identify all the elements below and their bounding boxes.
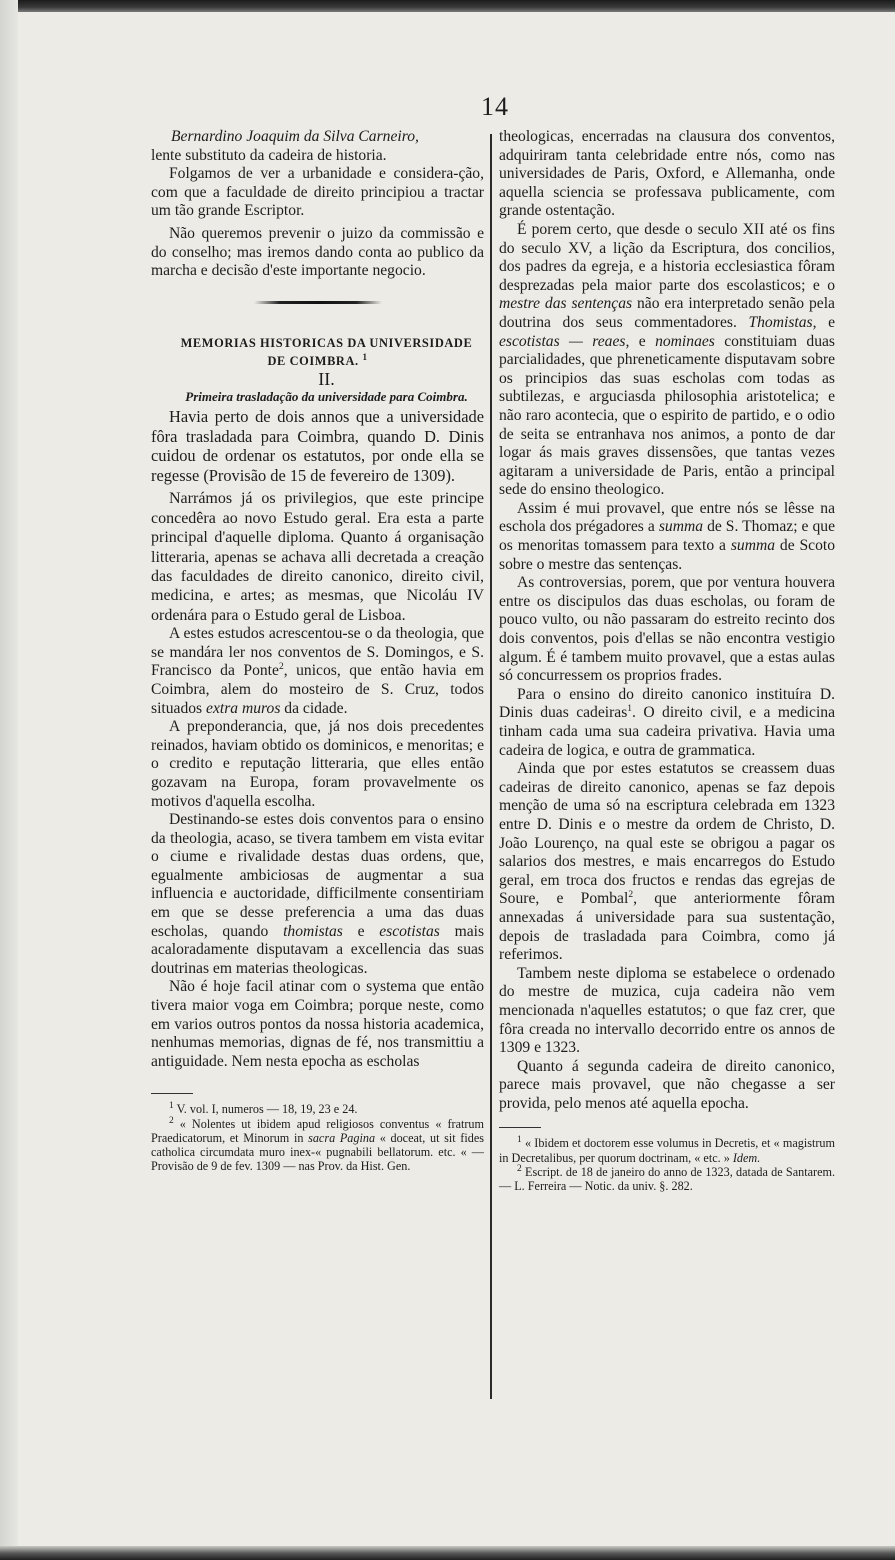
paragraph: Não queremos prevenir o juizo da commissão e do conselho; mas iremos dando conta ao publico da marcha e decisão d'este importante negocio.	[151, 224, 484, 280]
paragraph: Narrámos já os privilegios, que este principe concedêra ao novo Estudo geral. Era esta a parte principal d'aquelle diploma. Quanto á organisação litteraria, apenas se achava alli decretada a creação das faculdades de direito canonico, direito civil, medicina, e artes; as mesmas, que Nicoláu IV ordenára para o Estudo geral de Lisboa.	[151, 490, 484, 624]
footnote: $^2$ « Nolentes ut ibidem apud religiosos conventus « fratrum Praedicatorum, et Minorum in sacra Pagina « doceat, ut sit fides catholica circumdata muro inex-« pugnabili bellatorum. etc. « — Provisão de 9 de fev. 1309 — nas Prov. da Hist. Gen.	[151, 1115, 485, 1174]
page-top-edge	[0, 0, 895, 12]
paragraph: Tambem neste diploma se estabelece o ordenado do mestre de muzica, cuja cadeira não vem mencionada n'aquelles estatutos; o que faz crer, que fôra creada no intervallo decorrido entre os annos de 1309 e 1323.	[499, 964, 835, 1057]
page-number: 14	[481, 92, 509, 121]
page-left-edge	[0, 0, 18, 1560]
footnote: $^2$ Escript. de 18 de janeiro do anno de 1323, datada de Santarem. — L. Ferreira — Notic. da univ. §. 282.	[499, 1163, 836, 1194]
section-subheading: Primeira trasladação da universidade para Coimbra.	[185, 389, 468, 405]
paragraph: As controversias, porem, que por ventura houvera entre os discipulos das duas escholas, ou foram de pouco vulto, ou não passaram do estreito recinto dos dois conventos, pois d'ellas se não encontra vestigio algum. É é tambem muito provavel, que a estas aulas só concurressem os proprios frades.	[499, 574, 835, 685]
footnote: $^1$ V. vol. I, numeros — 18, 19, 23 e 24.	[169, 1101, 358, 1117]
paragraph: theologicas, encerradas na clausura dos conventos, adquiriram tanta celebridade entre nós, como nas universidades de Paris, Oxford, e Allemanha, onde aquella sciencia se professava publicamente, com grande ostentação.	[499, 128, 835, 220]
paragraph: A estes estudos acrescentou-se o da theologia, que se mandára ler nos conventos de S. Domingos, e S. Francisco da Ponte$^2$, unicos, que então havia em Coimbra, alem do mosteiro de S. Cruz, todos situados extra muros da cidade.	[151, 625, 484, 717]
signature-title: lente substituto da cadeira de historia.	[151, 146, 387, 164]
paragraph: Havia perto de dois annos que a universidade fôra trasladada para Coimbra, quando D. Dinis cuidou de ordenar os estatutos, por onde ella se regesse (Provisão de 15 de fevereiro de 1309).	[151, 406, 484, 485]
footnote-rule	[499, 1127, 541, 1128]
left-column	[151, 128, 484, 1173]
paragraph: Quanto á segunda cadeira de direito canonico, parece mais provavel, que não chegasse a ser provida, pelo menos até aquella epocha.	[499, 1057, 835, 1112]
paragraph: Ainda que por estes estatutos se creassem duas cadeiras de direito canonico, apenas se faz depois menção de uma só na escriptura celebrada em 1323 entre D. Dinis e o mestre da ordem de Christo, D. João Lourenço, na qual este se obrigou a pagar os salarios dos mestres, e mais encarregos do Estudo geral, em troca dos fructos e rendas das egrejas de Soure, e Pombal$^2$, que anteriormente fôram annexadas á universidade para sua sustentação, depois de trasladada para Coimbra, como já referimos.	[499, 760, 835, 964]
page-bottom-edge	[0, 1546, 895, 1560]
footnote: $^1$ « Ibidem et doctorem esse volumus in Decretis, et « magistrum in Decretalibus, per quorum doctrinam, « etc. » Idem.	[499, 1135, 836, 1165]
paragraph: Não é hoje facil atinar com o systema que então tivera maior voga em Coimbra; porque neste, como em varios outros pontos da nossa historia academica, nenhumas memorias, dignas de fé, nos transmittiu a antiguidade. Nem nesta epocha as escholas	[151, 978, 484, 1070]
section-number: II.	[318, 368, 335, 389]
paragraph: Destinando-se estes dois conventos para o ensino da theologia, acaso, se tivera tambem em vista evitar o ciume e rivalidade destas duas ordens, que, egualmente ambiciosas de augmentar a sua influencia e auctoridade, difficilmente consentiriam em que se desse preferencia a uma das duas escholas, quando thomistas e escotistas mais acaloradamente disputavam a excellencia das suas doutrinas em materias theologicas.	[151, 811, 485, 977]
article-heading: MEMORIAS HISTORICAS DA UNIVERSIDADE DE COIMBRA. $^1$	[180, 335, 473, 368]
paragraph: Folgamos de ver a urbanidade e considera-ção, com que a faculdade de direito principiou a tractar um tão grande Escriptor.	[151, 165, 484, 220]
paragraph: A preponderancia, que, já nos dois precedentes reinados, haviam obtido os dominicos, e menoritas; e o credito e reputação litteraria, que elles então gozavam na Europa, foram provavelmente os motivos d'aquella escolha.	[151, 718, 484, 810]
column-rule	[490, 134, 492, 1399]
signature-line: Bernardino Joaquim da Silva Carneiro,	[171, 128, 419, 145]
paragraph: É porem certo, que desde o seculo XII até os fins do seculo XV, a lição da Escriptura, dos concilios, dos padres da egreja, e a historia ecclesiastica fôram desprezadas pela maior parte dos escolasticos; e o mestre das sentenças não era interpretado senão pela doutrina dos seus commentadores. Thomistas, e escotistas — reaes, e nominaes constituiam duas parcialidades, que phreneticamente disputavam sobre os principios das suas escholas com todas as subtilezas, e arguciasda philosophia aristotelica; e não raro acontecia, que o espirito de partido, e o odio de seita se entranhava nos animos, a ponto de dar logar ás mais graves dissensões, que tantas vezes agitaram a universidade de Paris, então a principal sede do ensino theologico.	[499, 220, 835, 499]
footnote-rule	[151, 1093, 193, 1094]
section-separator	[254, 301, 382, 304]
right-column	[499, 128, 835, 1193]
paragraph: Assim é mui provavel, que entre nós se lêsse na eschola dos prégadores a summa de S. Thomaz; e que os menoritas tomassem para texto a summa de Scoto sobre o mestre das sentenças.	[499, 499, 836, 573]
paragraph: Para o ensino do direito canonico instituíra D. Dinis duas cadeiras$^1$. O direito civil, e a medicina tinham cada uma sua cadeira privativa. Havia uma cadeira de logica, e outra de grammatica.	[499, 685, 835, 759]
